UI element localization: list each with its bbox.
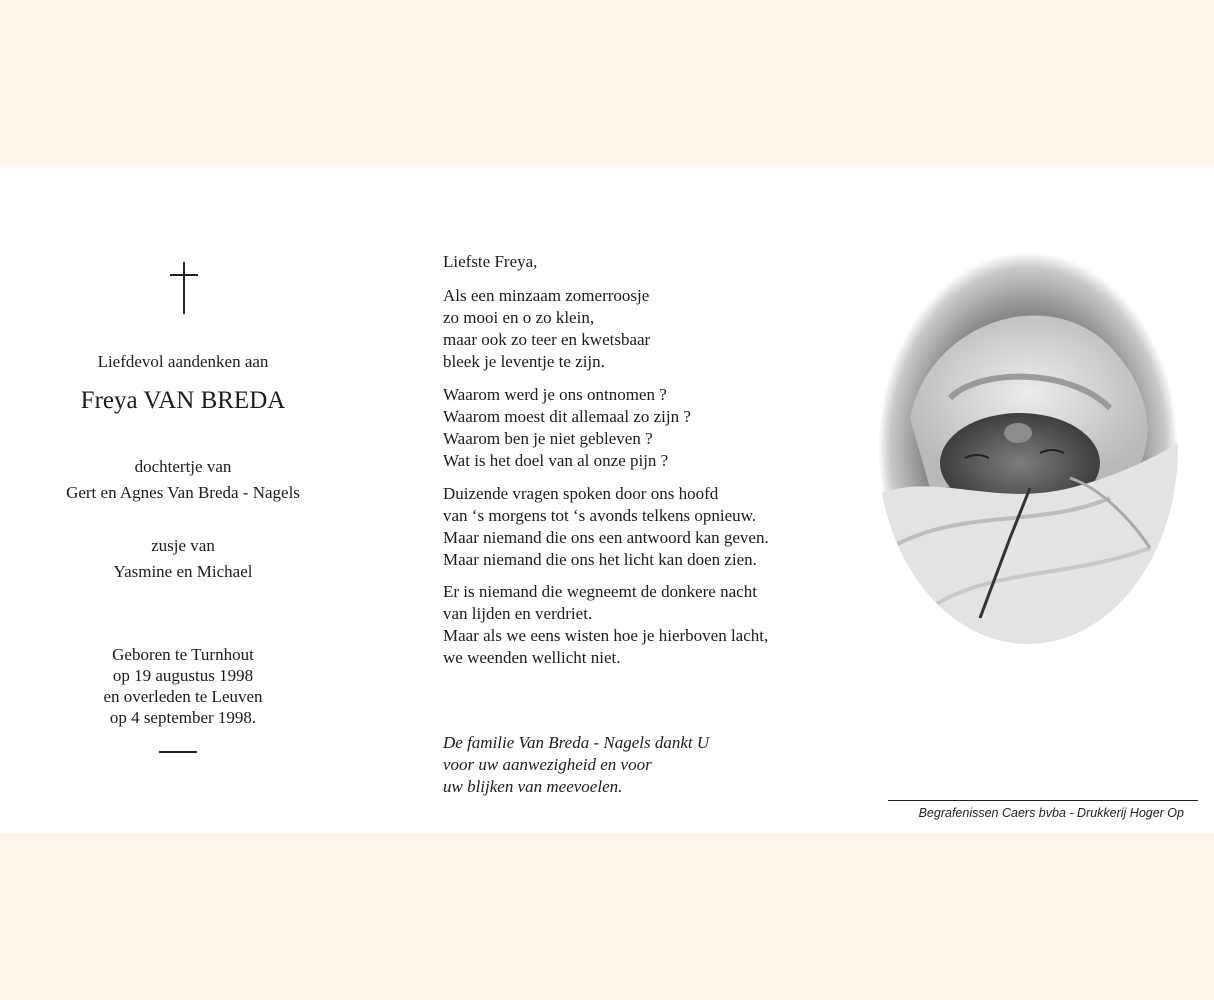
baby-photo: [870, 248, 1186, 648]
poem-line: bleek je leventje te zijn.: [443, 352, 605, 371]
poem-salutation: Liefste Freya,: [443, 252, 538, 271]
poem-line: Duizende vragen spoken door ons hoofd: [443, 484, 719, 503]
poem-line: Waarom werd je ons ontnomen ?: [443, 385, 667, 404]
poem-line: Waarom moest dit allemaal zo zijn ?: [443, 407, 691, 426]
poem-line: van ‘s morgens tot ‘s avonds telkens opnieuw.: [443, 506, 757, 525]
birth-line: Geboren te Turnhout: [112, 645, 254, 664]
poem-line: Maar niemand die ons het licht kan doen zien.: [443, 550, 757, 569]
thanks-note: [443, 732, 709, 798]
intro-text: Liefdevol aandenken aan: [97, 352, 269, 371]
memorial-card: [0, 166, 1214, 833]
poem-line: Waarom ben je niet gebleven ?: [443, 429, 653, 448]
sister-of-label: zusje van: [151, 536, 215, 555]
poem-line: zo mooi en o zo klein,: [443, 308, 595, 327]
poem-line: van lijden en verdriet.: [443, 604, 593, 623]
poem-line: we weenden wellicht niet.: [443, 648, 621, 667]
poem-line: Wat is het doel van al onze pijn ?: [443, 451, 669, 470]
cross-icon: [170, 262, 198, 314]
thanks-line: De familie Van Breda - Nagels dankt U: [443, 733, 710, 752]
poem-line: Als een minzaam zomerroosje: [443, 286, 650, 305]
birth-date-line: op 19 augustus 1998: [112, 666, 254, 685]
printer-credit: Begrafenissen Caers bvba - Drukkerij Hoger Op: [918, 806, 1184, 820]
daughter-of-label: dochtertje van: [134, 457, 232, 476]
parents-names: Gert en Agnes Van Breda - Nagels: [66, 483, 300, 502]
poem-line: Er is niemand die wegneemt de donkere nacht: [443, 582, 757, 601]
deceased-name: Freya VAN BREDA: [80, 387, 286, 414]
poem-line: Maar als we eens wisten hoe je hierboven lacht,: [443, 626, 769, 645]
death-date-line: op 4 september 1998.: [109, 708, 257, 727]
death-line: en overleden te Leuven: [103, 687, 263, 706]
thanks-line: voor uw aanwezigheid en voor: [443, 755, 652, 774]
divider-dash: [159, 751, 197, 753]
thanks-line: uw blijken van meevoelen.: [443, 777, 623, 796]
poem-line: maar ook zo teer en kwetsbaar: [443, 330, 651, 349]
poem-line: Maar niemand die ons een antwoord kan geven.: [443, 528, 769, 547]
credit-rule: [888, 800, 1198, 801]
siblings-names: Yasmine en Michael: [113, 562, 253, 581]
